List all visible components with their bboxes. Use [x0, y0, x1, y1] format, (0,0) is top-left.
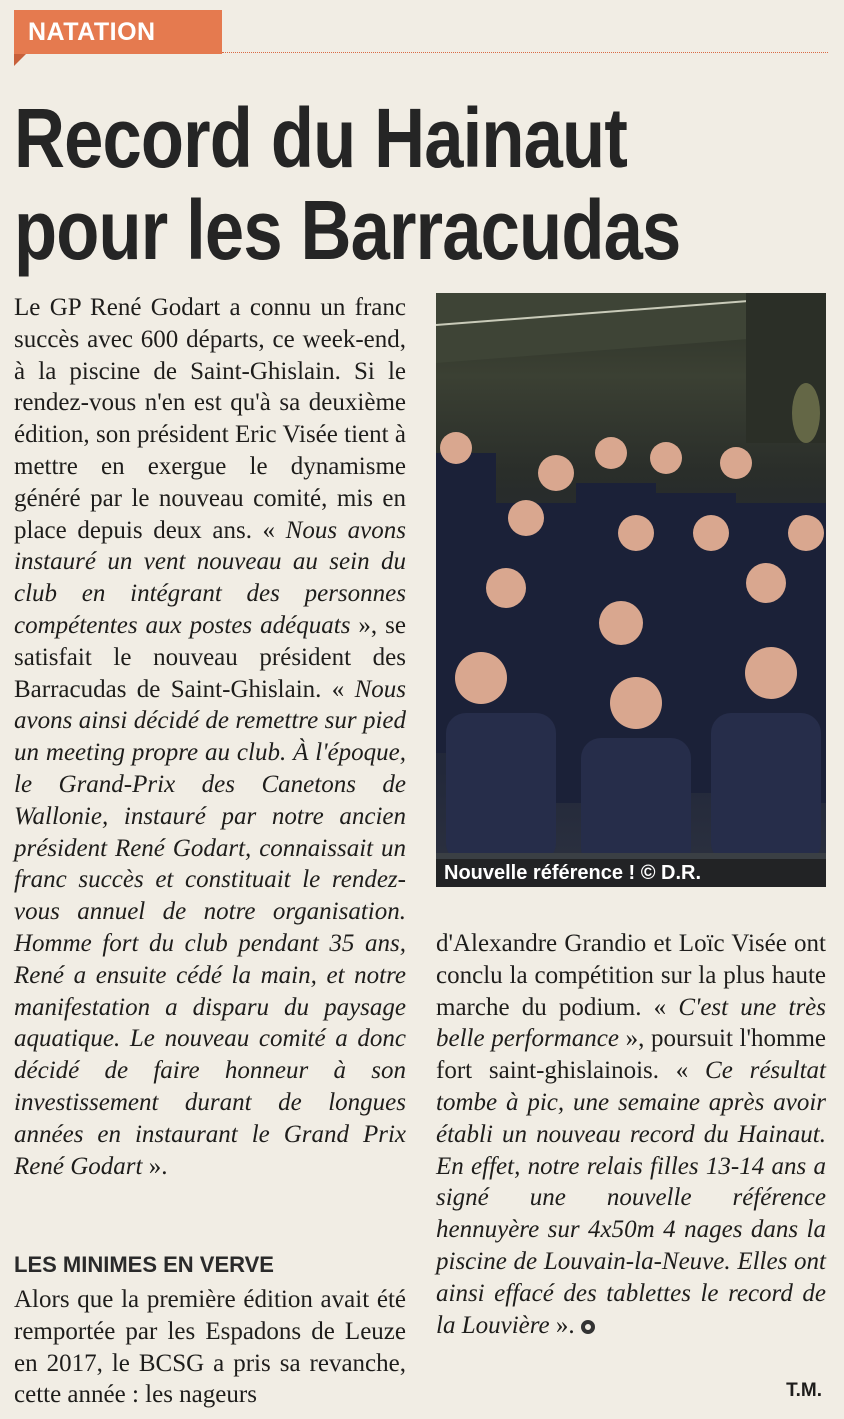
- body-text: Le GP René Godart a connu un franc succès avec 600 départs, ce week-end, à la piscine de Saint-Ghislain. Si le rendez-vous n'en est qu'à sa deuxième édition, son président Eric Visée tient à mettre en exergue le dynamisme généré par le nouveau comité, mis en place depuis deux ans. «: [14, 294, 406, 544]
- author-initials: T.M.: [786, 1380, 822, 1401]
- quote-text: Nous avons instauré un vent nouveau au sein du club en intégrant des personnes compétentes aux postes adéquats: [14, 516, 406, 639]
- headline-line-1: Record du Hainaut: [14, 91, 627, 185]
- body-text: d'Alexandre Grandio et Loïc Visée ont conclu la compétition sur la plus haute marche du podium. «: [436, 930, 826, 1021]
- subheading: LES MINIMES EN VERVE: [14, 1252, 274, 1277]
- team-photo-illustration: [436, 293, 826, 887]
- quote-text: Nous avons ainsi décidé de remettre sur pied un meeting propre au club. À l'époque, le Grand-Prix des Canetons de Wallonie, instauré par notre ancien président René Godart, connaissait un franc succès et constituait le rendez-vous annuel de notre organisation. Homme fort du club pendant 35 ans, René a ensuite cédé la main, et notre manifestation a disparu du paysage aquatique. Le nouveau comité a donc décidé de faire honneur à son investissement durant de longues années en instaurant le Grand Prix René Godart: [14, 675, 406, 1180]
- section-tag: NATATION: [14, 10, 222, 54]
- body-text: ».: [142, 1152, 168, 1180]
- headline: [14, 92, 701, 276]
- body-text: », poursuit l'homme fort saint-ghislainois. «: [436, 1025, 826, 1085]
- section-tag-tail: [14, 54, 26, 66]
- photo-caption: Nouvelle référence ! © D.R.: [436, 859, 826, 887]
- quote-text: Ce résultat tombe à pic, une semaine après avoir établi un nouveau record du Hainaut. En effet, notre relais filles 13-14 ans a signé une nouvelle référence hennuyère sur 4x50m 4 nages dans la piscine de Louvain-la-Neuve. Elles ont ainsi effacé des tablettes le record de la Louvière: [436, 1057, 826, 1339]
- team-photo: [436, 293, 826, 887]
- body-text: », se satisfait le nouveau président des Barracudas de Saint-Ghislain. «: [14, 611, 406, 703]
- article-body-left-continued: [14, 1284, 406, 1411]
- header-rule: [222, 52, 828, 53]
- body-text: ».: [549, 1311, 575, 1339]
- end-of-article-icon: [581, 1320, 595, 1334]
- article-body-left: [14, 292, 406, 1182]
- headline-line-2: pour les Barracudas: [14, 183, 681, 277]
- quote-text: C'est une très belle performance: [436, 993, 827, 1053]
- article-body-right: [436, 928, 826, 1341]
- body-text: Alors que la première édition avait été remportée par les Espadons de Leuze en 2017, le BCSG a pris sa revanche, cette année : les nageurs: [14, 1286, 406, 1409]
